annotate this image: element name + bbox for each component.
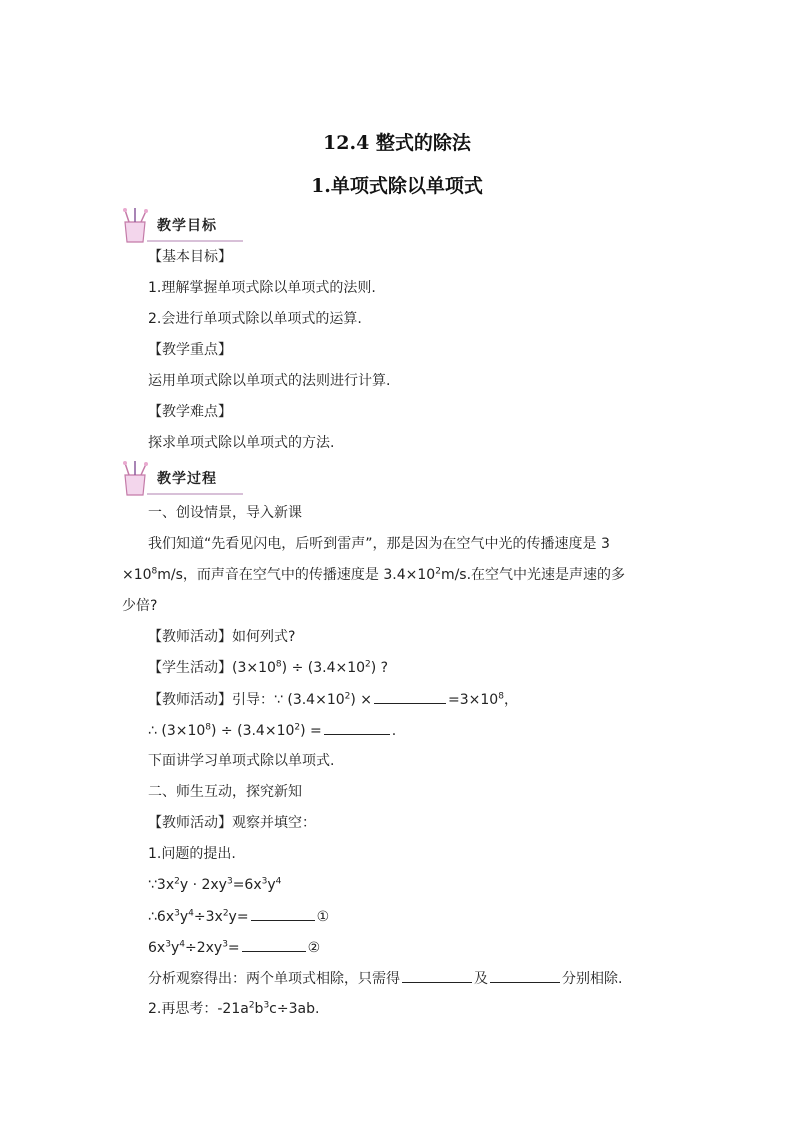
text: ∴ (3×10 bbox=[148, 723, 206, 739]
exponent: 8 bbox=[151, 566, 158, 577]
section-label: 教学过程 bbox=[157, 471, 217, 487]
text: y bbox=[179, 909, 189, 925]
teacher-activity-1: 【教师活动】如何列式? bbox=[148, 629, 296, 645]
text: 6x bbox=[148, 940, 166, 956]
teacher-activity-2 bbox=[148, 689, 518, 710]
exponent: 2 bbox=[344, 691, 351, 702]
section-header-process bbox=[117, 459, 247, 499]
difficult-label: 【教学难点】 bbox=[148, 404, 232, 420]
text: ÷3x bbox=[193, 909, 223, 925]
exponent: 2 bbox=[248, 1000, 255, 1011]
circle-number: ② bbox=[307, 940, 321, 956]
text: ) ? bbox=[370, 660, 389, 676]
intro-times: ×10 bbox=[122, 567, 152, 583]
page-title: 12.4 整式的除法 bbox=[323, 132, 471, 154]
circle-number: ① bbox=[316, 909, 330, 925]
text: 【学生活动】(3×10 bbox=[148, 660, 276, 676]
exponent: 4 bbox=[179, 939, 185, 950]
equation-1 bbox=[148, 875, 281, 895]
text: ) × bbox=[350, 692, 373, 708]
section-header-goals bbox=[117, 206, 247, 246]
question-2 bbox=[148, 999, 319, 1019]
section-underline bbox=[147, 240, 243, 242]
text: c÷3ab. bbox=[269, 1001, 320, 1017]
text: y bbox=[170, 940, 180, 956]
text: y · 2xy bbox=[179, 877, 227, 893]
exponent: 3 bbox=[263, 1000, 270, 1011]
exponent: 3 bbox=[165, 939, 171, 950]
equation-3 bbox=[148, 937, 320, 958]
question-1-title: 1.问题的提出. bbox=[148, 846, 236, 862]
answer-blank[interactable] bbox=[490, 968, 560, 983]
exponent: 3 bbox=[261, 876, 268, 887]
text: ) = bbox=[300, 723, 322, 739]
text: ÷2xy bbox=[184, 940, 223, 956]
answer-blank[interactable] bbox=[251, 906, 315, 921]
text: . bbox=[391, 723, 397, 739]
exponent: 8 bbox=[205, 722, 212, 733]
text: ) ÷ (3.4×10 bbox=[281, 660, 366, 676]
key-text: 运用单项式除以单项式的法则进行计算. bbox=[148, 373, 391, 389]
section-label: 教学目标 bbox=[157, 218, 217, 234]
answer-blank[interactable] bbox=[374, 689, 446, 704]
therefore-line-1 bbox=[148, 720, 396, 741]
text: = bbox=[227, 940, 240, 956]
part2-heading: 二、师生互动，探究新知 bbox=[148, 784, 302, 800]
text: y bbox=[267, 877, 276, 893]
exponent: 2 bbox=[365, 659, 371, 670]
answer-blank[interactable] bbox=[242, 937, 306, 952]
text: y= bbox=[228, 909, 249, 925]
text: ∵3x bbox=[148, 877, 175, 893]
text: 及 bbox=[474, 971, 488, 987]
text: b bbox=[254, 1001, 264, 1017]
exponent: 3 bbox=[226, 876, 233, 887]
exponent: 3 bbox=[174, 908, 180, 919]
intro-question: m/s.在空气中光速是声速的多 bbox=[440, 567, 626, 583]
answer-blank[interactable] bbox=[324, 720, 390, 735]
analysis-line bbox=[148, 968, 622, 989]
next-text: 下面讲学习单项式除以单项式. bbox=[148, 753, 335, 769]
exponent: 3 bbox=[222, 939, 228, 950]
text: 【教师活动】引导：∵ (3.4×10 bbox=[148, 692, 345, 708]
exponent: 8 bbox=[498, 691, 504, 702]
intro-line-1: 我们知道“先看见闪电，后听到雷声”，那是因为在空气中光的传播速度是 3 bbox=[148, 536, 610, 552]
intro-line-3: 少倍? bbox=[122, 598, 158, 614]
text: 2.再思考：-21a bbox=[148, 1001, 249, 1017]
intro-line-2 bbox=[122, 565, 625, 585]
text: ) ÷ (3.4×10 bbox=[211, 723, 295, 739]
text: 分别相除. bbox=[562, 971, 623, 987]
exponent: 4 bbox=[275, 876, 282, 887]
text: ∴6x bbox=[148, 909, 175, 925]
exponent: 2 bbox=[222, 908, 229, 919]
exponent: 4 bbox=[188, 908, 194, 919]
basic-goal-label: 【基本目标】 bbox=[148, 249, 232, 265]
exponent: 8 bbox=[275, 659, 282, 670]
student-activity-1 bbox=[148, 658, 388, 678]
answer-blank[interactable] bbox=[402, 968, 472, 983]
part1-heading: 一、创设情景，导入新课 bbox=[148, 505, 302, 521]
text: =6x bbox=[232, 877, 262, 893]
text: 分析观察得出：两个单项式相除，只需得 bbox=[148, 971, 400, 987]
key-label: 【教学重点】 bbox=[148, 342, 232, 358]
text: ， bbox=[503, 692, 518, 708]
goal-1: 1.理解掌握单项式除以单项式的法则. bbox=[148, 280, 376, 296]
teacher-activity-3: 【教师活动】观察并填空： bbox=[148, 815, 316, 831]
exponent: 2 bbox=[435, 566, 441, 577]
page-subtitle: 1.单项式除以单项式 bbox=[311, 175, 483, 197]
text: =3×10 bbox=[448, 692, 499, 708]
exponent: 2 bbox=[294, 722, 301, 733]
difficult-text: 探求单项式除以单项式的方法. bbox=[148, 435, 335, 451]
section-underline bbox=[147, 493, 243, 495]
equation-2 bbox=[148, 906, 329, 927]
goal-2: 2.会进行单项式除以单项式的运算. bbox=[148, 311, 362, 327]
intro-speed: m/s，而声音在空气中的传播速度是 3.4×10 bbox=[157, 567, 436, 583]
exponent: 2 bbox=[174, 876, 180, 887]
